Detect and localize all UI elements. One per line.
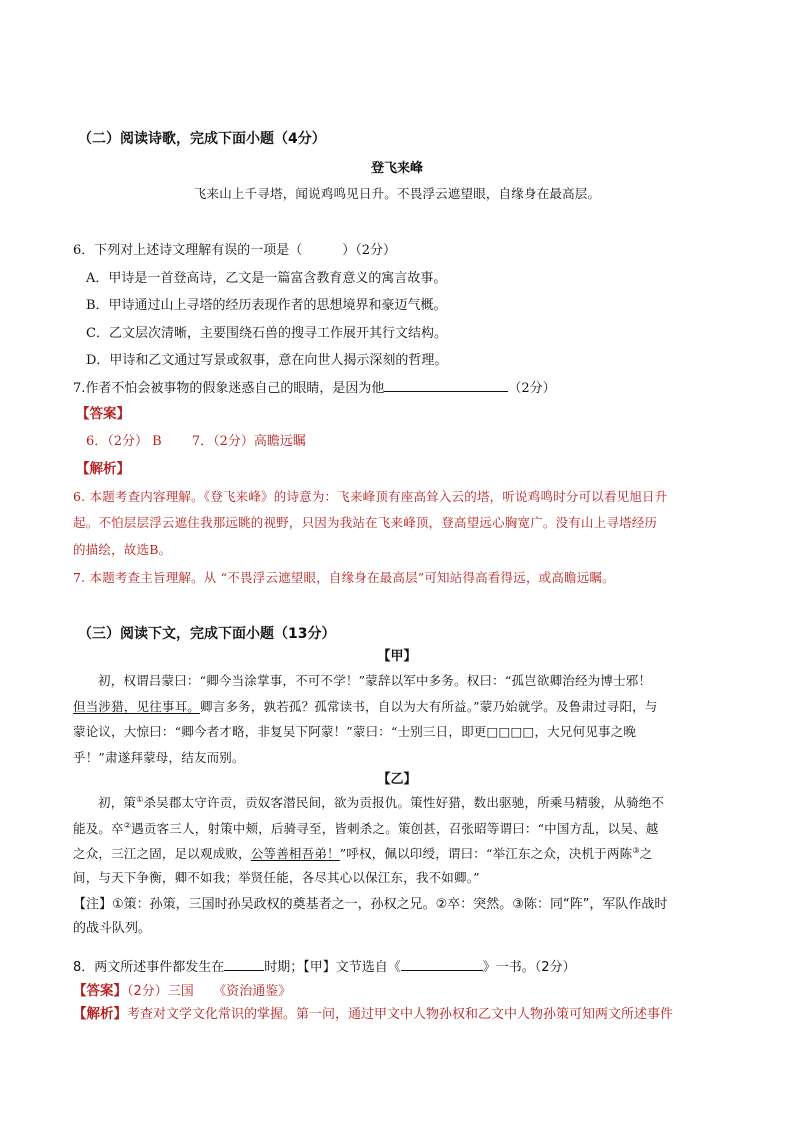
q7-stem-tail: （2分） [508, 381, 556, 396]
yi-line [98, 793, 664, 811]
analysis1-line: 6. 本题考查内容理解。《登飞来峰》的诗意为：飞来峰顶有座高耸入云的塔，听说鸡鸣时分可以看见旭日升 [73, 489, 668, 504]
jia-line: 蒙论议，大惊曰：“卿今者才略，非复吴下阿蒙！”蒙曰：“士别三日，即更□□□□，大兄何见事之晚 [73, 724, 637, 739]
yi-text: 能及。卒 [73, 821, 124, 836]
jia-label: 【甲】 [377, 649, 417, 664]
q7-stem-text: 7.作者不怕会被事物的假象迷惑自己的眼睛，是因为他 [73, 381, 385, 396]
analysis1-line: 起。不怕层层浮云遮住我那远眺的视野，只因为我站在飞来峰顶，登高望远心胸宽广。没有山上寻塔经历 [73, 515, 658, 530]
analysis1-line: 7. 本题考查主旨理解。从 “不畏浮云遮望眼，自缘身在最高层”可知站得高看得远，或高瞻远瞩。 [73, 570, 615, 585]
yi-underlined-sentence: 公等善相吾弟！ [250, 846, 340, 861]
q6-stem-tail: ）（2分） [342, 243, 397, 258]
footnote-marker-1: ① [136, 794, 144, 804]
q7-stem [73, 377, 556, 396]
jia-line: 初，权谓吕蒙曰：“卿今当涂掌事，不可不学！”蒙辞以军中多务。权曰：“孤岂欲卿治经为博士邪！ [98, 673, 652, 688]
yi-text: ”呼权，佩以印绶，谓曰：“举江东之众，决机于两陈 [339, 846, 633, 861]
analysis-label-2: 【解析】 [73, 1006, 127, 1022]
jia-line [73, 697, 658, 715]
yi-line [73, 844, 652, 862]
answer2-text: （2分）三国 《资治通鉴》 [127, 984, 292, 999]
answer-label-1: 【答案】 [76, 406, 130, 422]
jia-line: 乎！”肃遂拜蒙母，结友而别。 [73, 750, 245, 765]
answer-line-1: 6．（2分） B 7．（2分）高瞻远瞩 [86, 434, 306, 449]
poem-title: 登飞来峰 [370, 161, 423, 176]
jia-line-rest: 卿言多务，孰若孤？孤常读书，自以为大有所益。”蒙乃始就学。及鲁肃过寻阳，与 [200, 699, 658, 714]
q6-stem [73, 239, 396, 258]
yi-label: 【乙】 [377, 772, 417, 787]
q8-blank-1 [224, 958, 264, 971]
q6-option-d: D．甲诗和乙文通过写景或叙事，意在向世人揭示深刻的哲理。 [86, 353, 448, 368]
q6-option-c: C．乙文层次清晰，主要围绕石兽的搜寻工作展开其行文结构。 [86, 326, 447, 341]
answer-line-2 [73, 979, 291, 999]
yi-line: 间，与天下争衡，卿不如我；举贤任能，各尽其心以保江东，我不如卿。” [73, 870, 480, 885]
notes-line: 【注】①策：孙策，三国时孙吴政权的奠基者之一，孙权之兄。②卒：突然。③陈：同“阵”，军队作战时 [73, 897, 668, 912]
poem-line: 飞来山上千寻塔，闻说鸡鸣见日升。不畏浮云遮望眼，自缘身在最高层。 [193, 186, 601, 201]
notes-line: 的战斗队列。 [73, 921, 152, 936]
yi-text: 初，策 [98, 795, 137, 810]
q7-blank [384, 379, 508, 392]
analysis-label-1: 【解析】 [76, 461, 130, 477]
answer-label-2: 【答案】 [73, 983, 127, 999]
yi-text: 之众，三江之固，足以观成败， [73, 846, 251, 861]
section3-heading: （三）阅读下文，完成下面小题（13分） [78, 626, 336, 642]
q6-stem-text: 6．下列对上述诗文理解有误的一项是（ [73, 243, 303, 258]
q8-stem [73, 956, 576, 975]
q8-text: 时期；【甲】文节选自《 [264, 960, 401, 975]
yi-line [73, 819, 658, 837]
q6-option-b: B．甲诗通过山上寻塔的经历表现作者的思想境界和豪迈气概。 [86, 298, 447, 313]
analysis2-text: 考查对文学文化常识的掌握。第一问，通过甲文中人物孙权和乙文中人物孙策可知两文所述事件 [127, 1007, 674, 1022]
q8-text: 》一书。（2分） [482, 960, 576, 975]
footnote-marker-2: ② [123, 820, 132, 830]
q6-blank [302, 242, 342, 254]
section2-heading: （二）阅读诗歌，完成下面小题（4分） [78, 131, 326, 147]
footnote-marker-3: ③ [632, 845, 640, 855]
yi-text: 之 [639, 846, 653, 861]
yi-text: 遇贡客三人，射策中颊，后骑寻至，皆刺杀之。策创甚，召张昭等谓曰：“中国方乱，以吴、越 [131, 821, 659, 836]
analysis-line-2 [73, 1002, 673, 1022]
q8-text: 8．两文所述事件都发生在 [73, 960, 225, 975]
jia-underlined-sentence: 但当涉猎，见往事耳。 [73, 699, 201, 714]
q8-blank-2 [401, 958, 483, 971]
yi-text: 杀吴郡太守许贡，贡奴客潜民间，欲为贡报仇。策性好猎，数出驱驰，所乘马精骏，从骑绝不 [143, 795, 665, 810]
analysis1-line: 的描绘，故选B。 [73, 542, 172, 557]
q6-option-a: A．甲诗是一首登高诗，乙文是一篇富含教育意义的寓言故事。 [86, 271, 447, 286]
